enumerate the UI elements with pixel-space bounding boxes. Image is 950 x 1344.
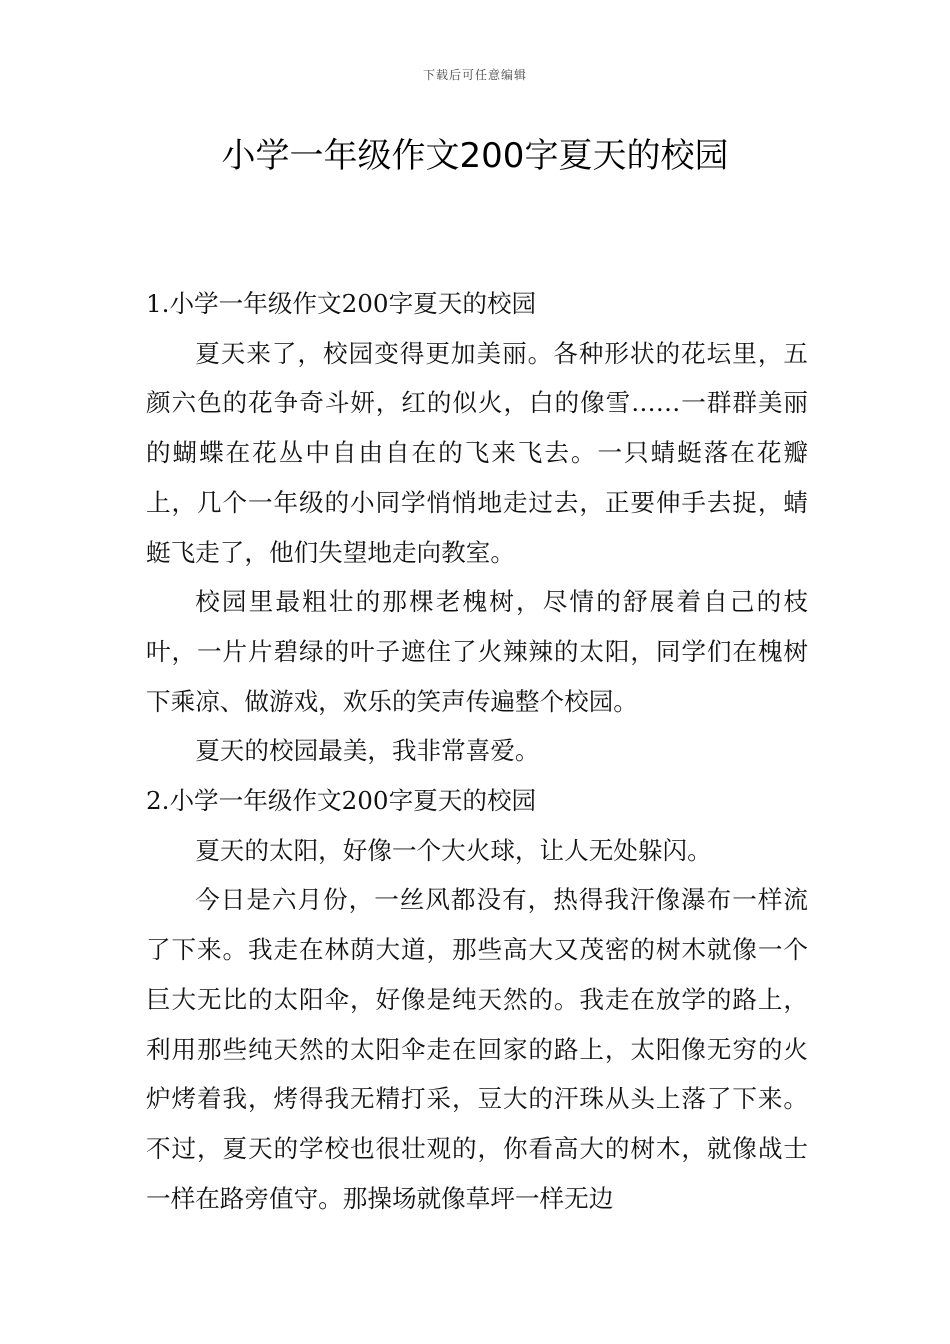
paragraph: 夏天的太阳，好像一个大火球，让人无处躲闪。 [195,835,712,865]
paragraph: 今日是六月份，一丝风都没有，热得我汗像瀑布一样流了下来。我走在林荫大道，那些高大又茂密的树木就像一个巨大无比的太阳伞，好像是纯天然的。我走在放学的路上，利用那些纯天然的太阳伞走在回家的路上，太阳像无穷的火炉烤着我，烤得我无精打采，豆大的汗珠从头上落了下来。不过，夏天的学校也很壮观的，你看高大的树木，就像战士一样在路旁值守。那操场就像草坪一样无边 [146,885,808,1213]
document-body [146,279,808,1223]
document-title: 小学一年级作文200字夏天的校园 [221,136,729,176]
paragraph: 夏天来了，校园变得更加美丽。各种形状的花坛里，五颜六色的花争奇斗妍，红的似火，白的像雪……一群群美丽的蝴蝶在花丛中自由自在的飞来飞去。一只蜻蜓落在花瓣上，几个一年级的小同学悄悄地走过去，正要伸手去捉，蜻蜓飞走了，他们失望地走向教室。 [146,338,808,567]
header-note: 下载后可任意编辑 [422,68,527,82]
section-heading: 1.小学一年级作文200字夏天的校园 [146,289,537,318]
section-heading: 2.小学一年级作文200字夏天的校园 [146,786,537,816]
paragraph: 夏天的校园最美，我非常喜爱。 [195,736,540,766]
paragraph: 校园里最粗壮的那棵老槐树，尽情的舒展着自己的枝叶，一片片碧绿的叶子遮住了火辣辣的太阳，同学们在槐树下乘凉、做游戏，欢乐的笑声传遍整个校园。 [146,587,808,716]
